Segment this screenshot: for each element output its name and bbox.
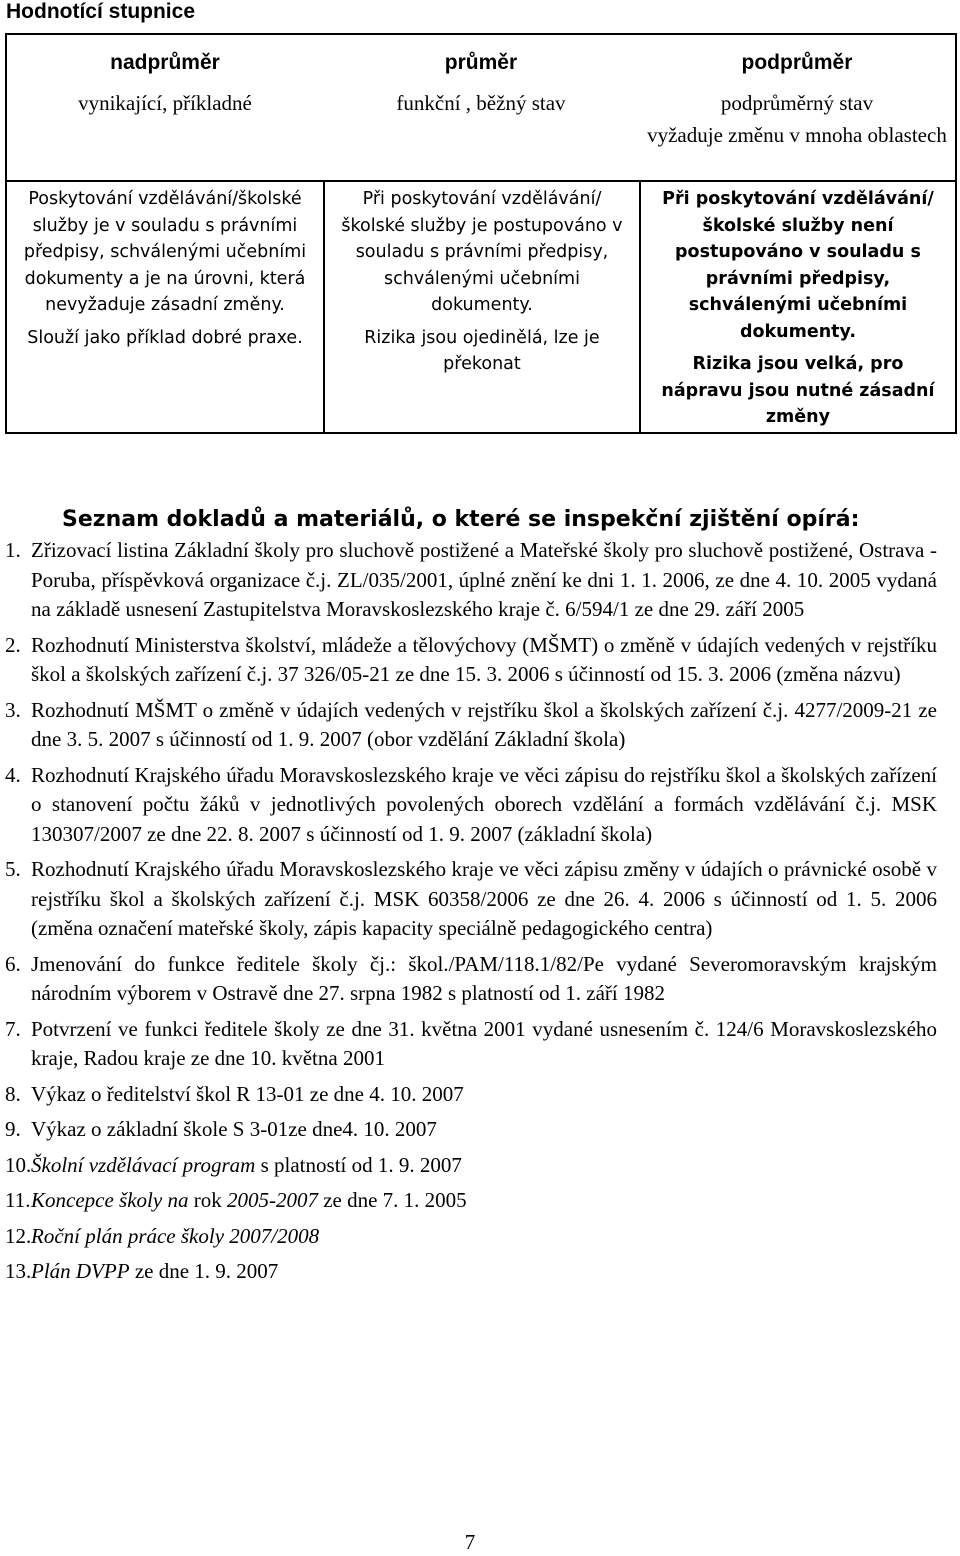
list-item-number: 9. [5,1117,21,1141]
list-item-number: 12. [5,1223,32,1248]
list-item-number: 13. [5,1259,32,1283]
scale-header-row [7,35,955,90]
scale-description-below-text: Při poskytování vzdělávání/školské služby není postupováno v souladu s právními předpisy, schválenými učebními dokumenty. [662,189,934,342]
list-item-number: 3. [5,697,21,722]
scale-description-functional [323,182,639,432]
scale-description-below [639,182,955,432]
list-item-number: 10. [5,1152,32,1177]
list-item-text: ze dne 1. 9. 2007 [129,1259,279,1283]
scale-subheader-functional: funkční , běžný stav [396,91,566,115]
scale-header-below-average: podprůměr [741,50,853,74]
list-item [5,950,937,1009]
list-item-title: Školní vzdělávací program [31,1152,256,1177]
scale-subheader-below-label: podprůměrný stav [720,91,874,115]
list-item-text: Jmenování do funkce ředitele školy čj.: škol./PAM/118.1/82/Pe vydané Severomoravským krajským národním výborem v Ostravě dne 27. srpna 1982 s platností od 1. září 1982 [31,951,937,1005]
scale-header-above-average: nadprůměr [110,50,220,74]
list-item [5,1257,937,1287]
list-item [5,1222,937,1252]
scale-description-functional-text: Při poskytování vzdělávání/školské služby je postupováno v souladu s právními předpisy, schválenými učebními dokumenty. [341,189,623,315]
documents-list [5,536,937,1293]
list-item-number: 7. [5,1016,21,1041]
list-item [5,1080,937,1110]
list-item-title2: 2005-2007 [226,1188,318,1212]
scale-description-excellent-text2: Slouží jako příklad dobré praxe. [27,327,303,348]
scale-description-below-text2: Rizika jsou velká, pro nápravu jsou nutné zásadní změny [661,354,935,427]
list-item-text: s platností od 1. 9. 2007 [255,1152,462,1177]
scale-header-average: průměr [444,50,518,74]
scale-description-row [7,180,955,432]
list-item-number: 11. [5,1188,31,1212]
list-item-title: Roční plán práce školy 2007/2008 [31,1223,320,1248]
list-item-number: 8. [5,1081,21,1106]
list-item-text: Výkaz o ředitelství škol R 13-01 ze dne 4. 10. 2007 [31,1081,464,1106]
list-item [5,1151,937,1181]
rating-scale-table [5,33,957,434]
scale-subheader-below [639,90,955,180]
list-item [5,696,937,755]
page-title: Hodnotící stupnice [6,0,195,23]
list-item-number: 5. [5,857,21,881]
section-heading: Seznam dokladů a materiálů, o které se inspekční zjištění opírá: [62,507,860,532]
list-item [5,855,937,944]
list-item-text: Rozhodnutí MŠMT o změně v údajích vedených v rejstříku škol a školských zařízení č.j. 4277/2009-21 ze dne 3. 5. 2007 s účinností od 1. 9. 2007 (obor vzdělání Základní škola) [31,697,937,751]
list-item-text: Zřizovací listina Základní školy pro sluchově postižené a Mateřské školy pro sluchově postižené, Ostrava - Poruba, příspěvková organizace č.j. ZL/035/2001, úplné znění ke dni 1. 1. 2006, ze dne 4. 10. 2005 vydaná na základě usnesení Zastupitelstva Moravskoslezského kraje č. 6/594/1 ze dne 29. září 2005 [31,538,937,621]
list-item-text: Výkaz o základní škole S 3-01ze dne4. 10. 2007 [31,1117,437,1141]
list-item [5,631,937,690]
list-item [5,761,937,850]
list-item-text: Rozhodnutí Ministerstva školství, mládeže a tělovýchovy (MŠMT) o změně v údajích vedených v rejstříku škol a školských zařízení č.j. 37 326/05-21 ze dne 15. 3. 2006 s účinností od 15. 3. 2006 (změna názvu) [31,632,937,686]
scale-description-functional-text2: Rizika jsou ojedinělá, lze je překonat [364,327,600,374]
scale-subheader-below-extra: vyžaduje změnu v mnoha oblastech [647,123,947,147]
list-item [5,1186,937,1216]
list-item-title: Plán DVPP [31,1259,130,1283]
list-item-text: Rozhodnutí Krajského úřadu Moravskoslezského kraje ve věci zápisu změny v údajích o právnické osobě v rejstříku škol a školských zařízení č.j. MSK 60358/2006 ze dne 26. 4. 2006 s účinností od 1. 5. 2006 (změna označení mateřské školy, zápis kapacity speciálně pedagogického centra) [31,857,937,940]
list-item-text: Rozhodnutí Krajského úřadu Moravskoslezského kraje ve věci zápisu do rejstříku škol a školských zařízení o stanovení počtu žáků v jednotlivých povolených oborech vzdělání a formách vzdělávání č.j. MSK 130307/2007 ze dne 22. 8. 2007 s účinností od 1. 9. 2007 (základní škola) [31,762,937,846]
list-item [5,536,937,625]
list-item [5,1115,937,1145]
list-item-number: 6. [5,951,21,976]
list-item [5,1015,937,1074]
list-item-number: 2. [5,632,21,657]
list-item-text: ze dne 7. 1. 2005 [317,1188,467,1212]
scale-description-excellent-text: Poskytování vzdělávání/školské služby je v souladu s právními předpisy, schválenými učebními dokumenty a je na úrovni, která nevyžaduje zásadní změny. [23,189,307,315]
list-item-text: Potvrzení ve funkci ředitele školy ze dne 31. května 2001 vydané usnesením č. 124/6 Moravskoslezského kraje, Radou kraje ze dne 10. května 2001 [31,1016,937,1070]
scale-subheader-excellent: vynikající, příkladné [78,91,252,115]
list-item-number: 1. [5,538,21,562]
scale-subheader-row [7,90,955,180]
page-number: 7 [464,1530,476,1554]
list-item-title: Koncepce školy na [31,1188,189,1212]
scale-description-excellent [7,182,323,432]
list-item-text-mid: rok [188,1188,227,1212]
list-item-number: 4. [5,762,21,787]
